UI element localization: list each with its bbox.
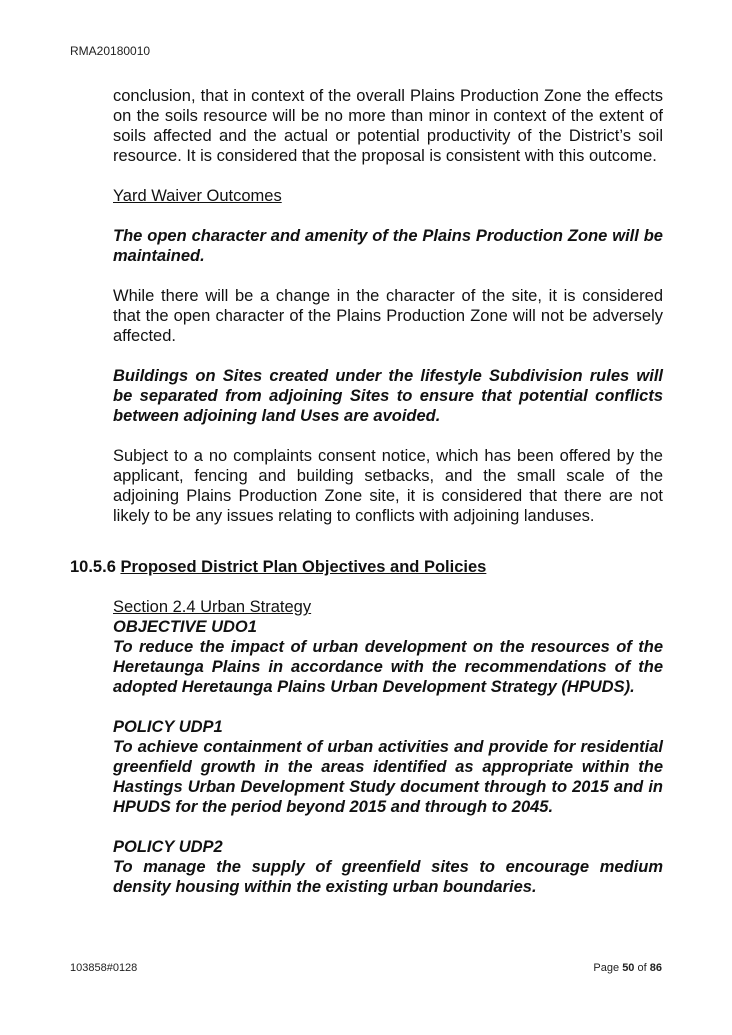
policy-udp2: [113, 837, 663, 897]
document-reference: RMA20180010: [70, 44, 151, 58]
paragraph-no-complaints: Subject to a no complaints consent notice, which has been offered by the applicant, fencing and building setbacks, and the small scale of the adjoining Plains Production Zone site, it is considered that there are not likely to be any issues relating to conflicts with adjoining landuses.: [113, 447, 663, 525]
section-content: [113, 597, 663, 917]
item-label: POLICY UDP2: [113, 838, 223, 856]
outcome-buildings-separated: Buildings on Sites created under the lifestyle Subdivision rules will be separated from adjoining Sites to ensure that potential conflicts between adjoining land Uses are avoided.: [113, 367, 663, 425]
subsection-heading: Section 2.4 Urban Strategy: [113, 598, 312, 616]
item-label: OBJECTIVE UDO1: [113, 618, 257, 636]
policy-udp1: [113, 717, 663, 817]
paragraph-conclusion: conclusion, that in context of the overall Plains Production Zone the effects on the soils resource will be no more than minor in context of the extent of soils affected and the actual or potential productivity of the District’s soil resource. It is considered that the proposal is consistent with this outcome.: [113, 87, 663, 165]
section-title: Proposed District Plan Objectives and Policies: [120, 558, 487, 576]
section-heading: [70, 557, 486, 577]
paragraph-open-character: While there will be a change in the character of the site, it is considered that the open character of the Plains Production Zone will not be adversely affected.: [113, 287, 663, 345]
page-total: 86: [649, 962, 662, 974]
body-content: [113, 86, 663, 546]
item-text: To reduce the impact of urban development on the resources of the Heretaunga Plains in accordance with the recommendations of the adopted Heretaunga Plains Urban Development Strategy (HPUDS).: [113, 638, 663, 696]
item-text: To achieve containment of urban activities and provide for residential greenfield growth in the areas identified as appropriate within the Hastings Urban Development Study document through to 2015 and in HPUDS for the period beyond 2015 and through to 2045.: [113, 738, 663, 816]
page-word: Page: [593, 962, 620, 974]
footer-doc-number: 103858#0128: [70, 962, 138, 974]
item-label: POLICY UDP1: [113, 718, 223, 736]
objective-udo1: [113, 617, 663, 697]
outcome-open-character: The open character and amenity of the Plains Production Zone will be maintained.: [113, 227, 663, 265]
item-text: To manage the supply of greenfield sites to encourage medium density housing within the existing urban boundaries.: [113, 858, 663, 896]
page-current: 50: [622, 962, 635, 974]
page-of: of: [637, 962, 647, 974]
yard-waiver-heading: Yard Waiver Outcomes: [113, 187, 282, 205]
section-number: 10.5.6: [70, 558, 116, 576]
footer-page-number: [593, 962, 662, 974]
